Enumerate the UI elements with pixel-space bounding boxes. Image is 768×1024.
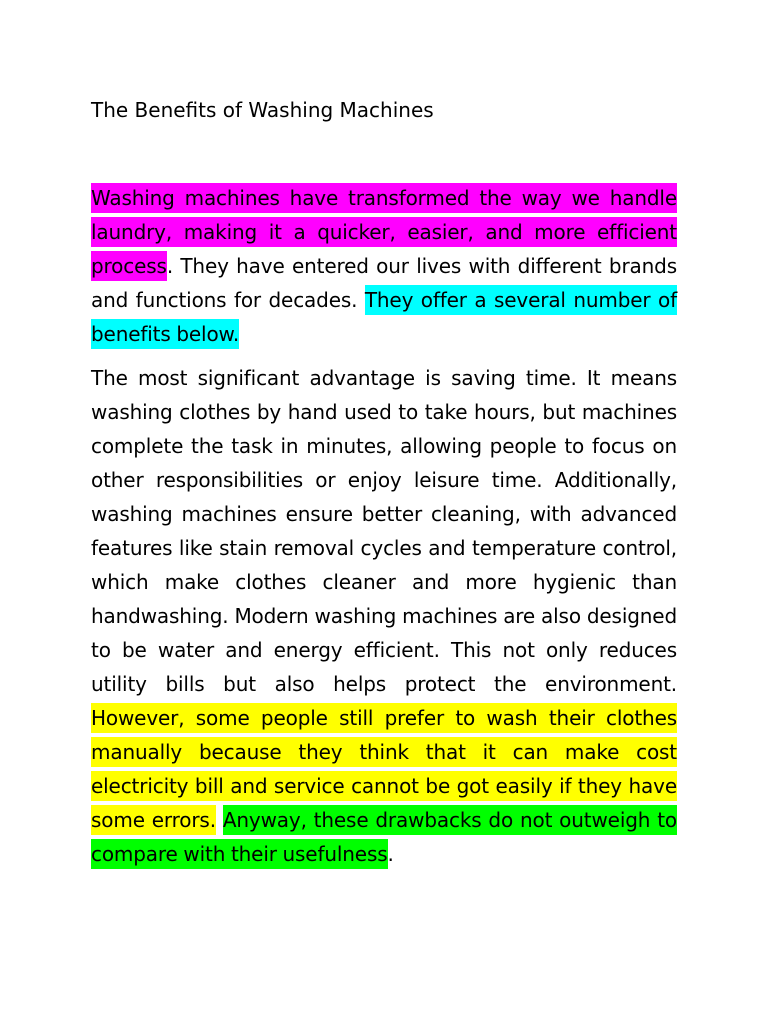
document-page xyxy=(91,93,677,871)
paragraph-intro xyxy=(91,181,677,351)
body-text: The most significant advantage is saving time. It means washing clothes by hand used to take hours, but machines complete the task in minutes, allowing people to focus on other responsibilities or enjoy leisure time. Additionally, washing machines ensure better cleaning, with advanced features like stain removal cycles and temperature control, which make clothes cleaner and more hygienic than handwashing. Modern washing machines are also designed to be water and energy efficient. This not only reduces utility bills but also helps protect the environment. xyxy=(91,366,677,696)
body-text xyxy=(216,808,223,832)
body-text: . They have entered our lives with different brands and functions for decades. xyxy=(91,254,677,312)
highlighted-text-cyan: They offer a several number of benefits below. xyxy=(91,285,677,349)
document-title: The Benefits of Washing Machines xyxy=(91,98,434,122)
highlighted-text-magenta: Washing machines have transformed the way we handle laundry, making it a quicker, easier, and more efficient process xyxy=(91,183,677,281)
body-text: . xyxy=(387,842,394,866)
paragraph-body xyxy=(91,361,677,871)
highlighted-text-green: Anyway, these drawbacks do not outweigh to compare with their usefulness xyxy=(91,805,677,869)
highlighted-text-yellow: However, some people still prefer to wash their clothes manually because they think that it can make cost electricity bill and service cannot be got easily if they have some errors. xyxy=(91,703,677,835)
